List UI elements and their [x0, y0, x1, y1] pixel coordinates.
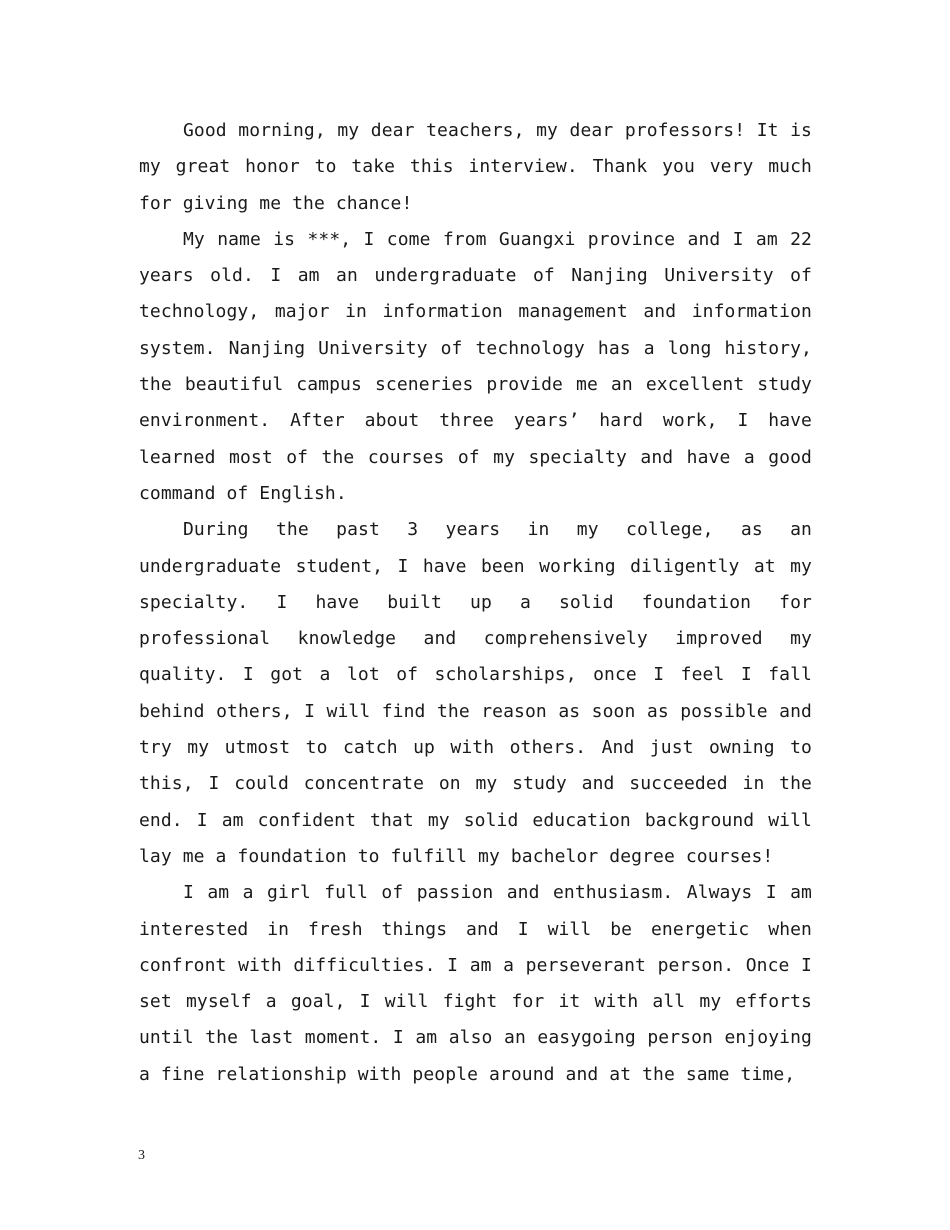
paragraph-personality: I am a girl full of passion and enthusiasm. Always I am interested in fresh things and I will be energetic when confront with difficulties. I am a perseverant person. Once I set myself a goal, I will fight for it with all my efforts until the last moment. I am also an easygoing person enjoying a fine relationship with people around and at the same time,	[139, 882, 812, 1085]
paragraph-introduction: My name is ***, I come from Guangxi province and I am 22 years old. I am an undergraduate of Nanjing University of technology, major in information management and information system. Nanjing University of technology has a long history, the beautiful campus sceneries provide me an excellent study environment. After about three years’ hard work, I have learned most of the courses of my specialty and have a good command of English.	[139, 228, 812, 504]
page-number: 3	[138, 1148, 145, 1163]
body-text	[139, 113, 812, 1093]
paragraph-college-study: During the past 3 years in my college, as an undergraduate student, I have been working diligently at my specialty. I have built up a solid foundation for professional knowledge and comprehensively improved my quality. I got a lot of scholarships, once I feel I fall behind others, I will find the reason as soon as possible and try my utmost to catch up with others. And just owning to this, I could concentrate on my study and succeeded in the end. I am confident that my solid education background will lay me a foundation to fulfill my bachelor degree courses!	[139, 519, 812, 867]
paragraph-greeting: Good morning, my dear teachers, my dear professors! It is my great honor to take this interview. Thank you very much for giving me the chance!	[139, 120, 812, 214]
